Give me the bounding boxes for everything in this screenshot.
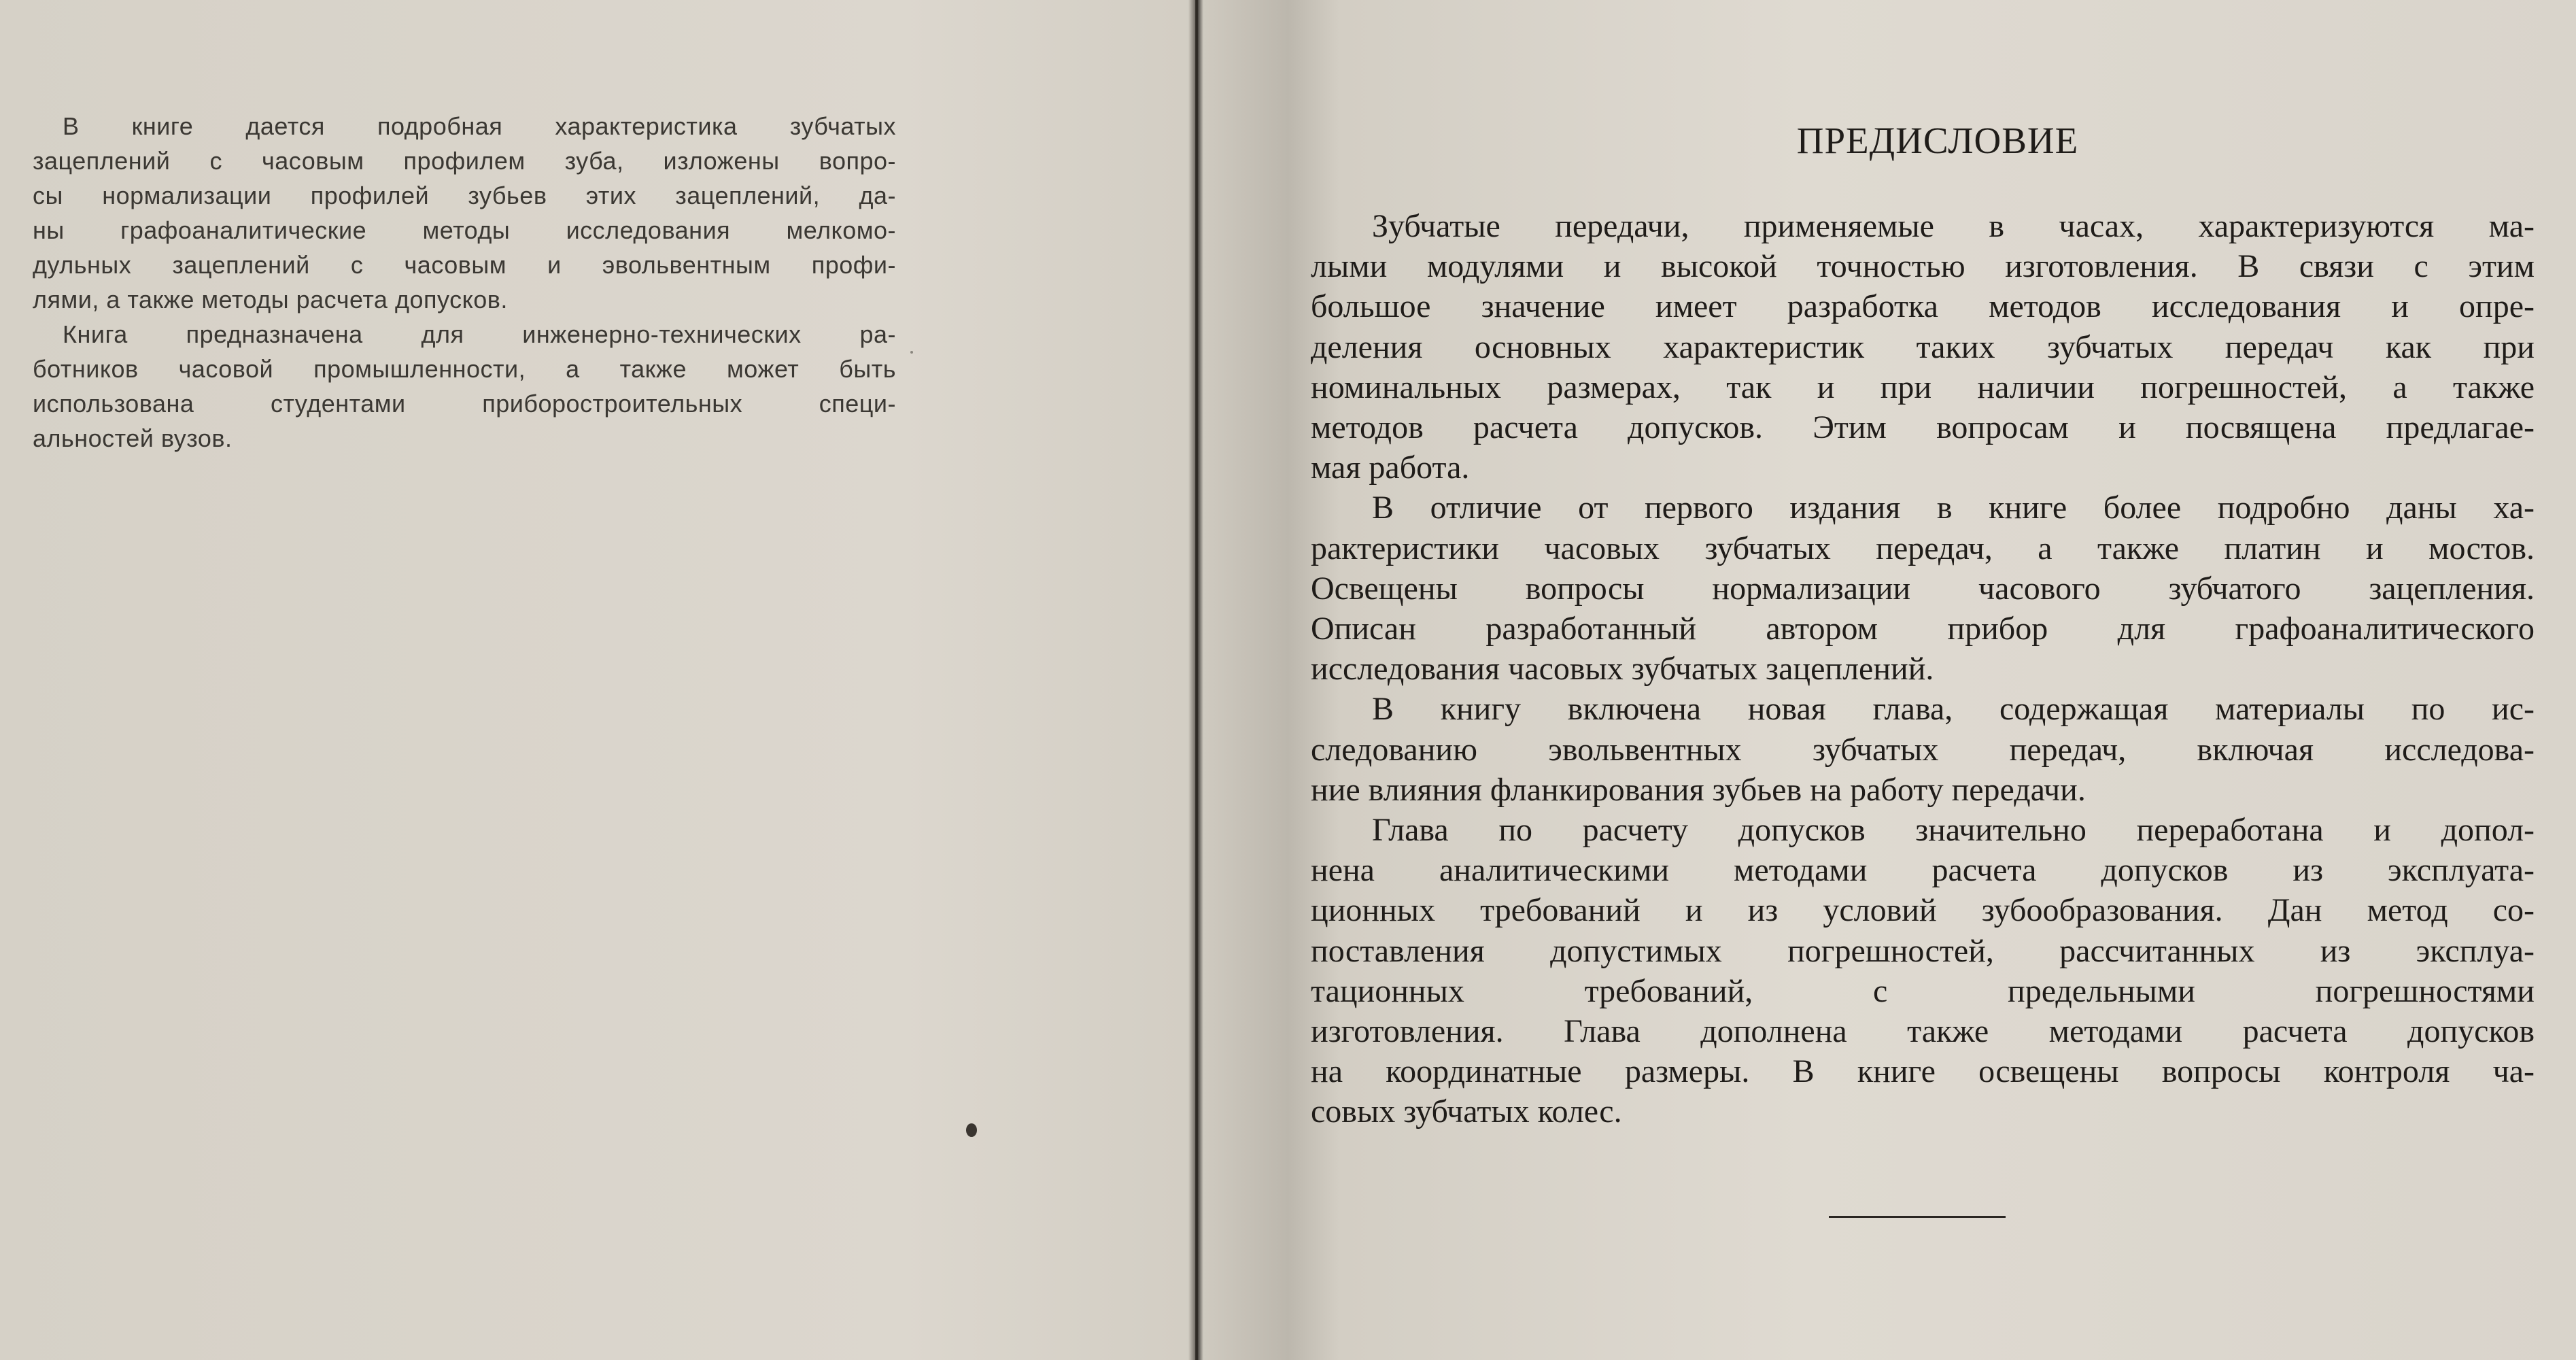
preface-line: Зубчатые передачи, применяемые в часах, характеризуются ма- — [1372, 208, 2535, 244]
paper-speck — [910, 351, 913, 354]
preface-line: лыми модулями и высокой точностью изготовления. В связи с этим — [1311, 248, 2535, 285]
preface-line: деления основных характеристик таких зубчатых передач как при — [1311, 328, 2535, 365]
preface-line: номинальных размерах, так и при наличии погрешностей, а также — [1311, 369, 2535, 405]
left-page — [0, 0, 1191, 1360]
annotation-line: зацеплений с часовым профилем зуба, изложены вопро- — [33, 147, 896, 175]
preface-text — [1311, 206, 2535, 1132]
page-title: ПРЕДИСЛОВИЕ — [1796, 120, 2079, 161]
preface-line: нена аналитическими методами расчета допусков из эксплуата- — [1311, 852, 2535, 889]
preface-line: рактеристики часовых зубчатых передач, а также платин и мостов. — [1311, 530, 2535, 566]
annotation-line: Книга предназначена для инженерно-технических ра- — [63, 320, 896, 348]
annotation-text — [33, 109, 896, 456]
annotation-line: использована студентами приборостроительных специ- — [33, 390, 896, 418]
preface-line: методов расчета допусков. Этим вопросам и посвящена предлагае- — [1311, 409, 2535, 446]
annotation-line: лями, а также методы расчета допусков. — [33, 286, 508, 313]
preface-line: тационных требований, с предельными погрешностями — [1311, 972, 2535, 1009]
preface-line: Описан разработанный автором прибор для графоаналитического — [1311, 611, 2535, 647]
preface-line: поставления допустимых погрешностей, рассчитанных из эксплуа- — [1311, 932, 2535, 969]
preface-line: изготовления. Глава дополнена также методами расчета допусков — [1311, 1013, 2535, 1050]
preface-line: следованию эвольвентных зубчатых передач, включая исследова- — [1311, 731, 2535, 768]
end-rule — [1829, 1216, 2006, 1218]
paper-speck — [966, 1123, 977, 1137]
annotation-line: В книге дается подробная характеристика зубчатых — [63, 112, 896, 140]
preface-line: Освещены вопросы нормализации часового зубчатого зацепления. — [1311, 570, 2535, 607]
preface-line: ционных требований и из условий зубообразования. Дан метод со- — [1311, 892, 2535, 929]
preface-line: ние влияния фланкирования зубьев на работу передачи. — [1311, 771, 2086, 808]
preface-line: мая работа. — [1311, 449, 1470, 486]
preface-line: Глава по расчету допусков значительно переработана и допол- — [1372, 812, 2535, 849]
preface-line: В книгу включена новая глава, содержащая материалы по ис- — [1372, 691, 2535, 728]
preface-line: исследования часовых зубчатых зацеплений. — [1311, 651, 1934, 687]
annotation-line: сы нормализации профилей зубьев этих зацеплений, да- — [33, 182, 896, 209]
annotation-line: ботников часовой промышленности, а также может быть — [33, 355, 896, 383]
book-spine-fold — [1195, 0, 1198, 1360]
preface-line: большое значение имеет разработка методов исследования и опре- — [1311, 288, 2535, 325]
preface-line: В отличие от первого издания в книге более подробно даны ха- — [1372, 490, 2535, 526]
preface-line: на координатные размеры. В книге освещены вопросы контроля ча- — [1311, 1053, 2535, 1090]
preface-line: совых зубчатых колес. — [1311, 1093, 1622, 1130]
annotation-line: альностей вузов. — [33, 424, 233, 452]
annotation-line: дульных зацеплений с часовым и эвольвентным профи- — [33, 251, 896, 279]
annotation-line: ны графоаналитические методы исследования мелкомо- — [33, 216, 896, 244]
